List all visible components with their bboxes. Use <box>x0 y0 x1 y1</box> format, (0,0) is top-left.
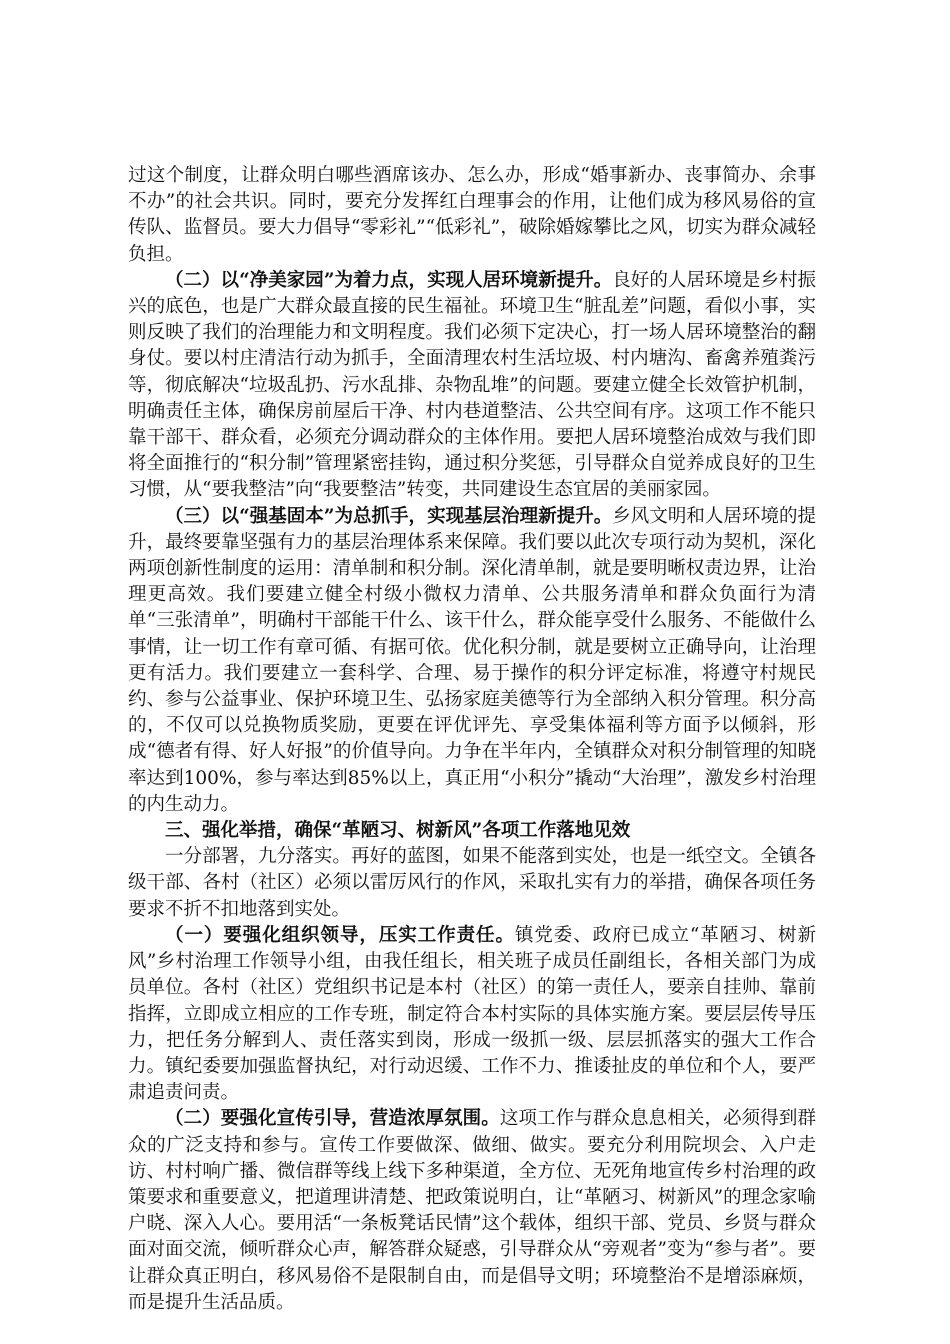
paragraph-organization-leadership <box>128 923 816 1106</box>
paragraph-clean-homes <box>128 268 816 504</box>
paragraph-text: 这项工作与群众息息相关，必须得到群众的广泛支持和参与。宣传工作要做深、做细、做实。要充分利用院坝会、入户走访、村村响广播、微信群等线上线下多种渠道，全方位、无死角地宣传乡村治理的政策要求和重要意义，把道理讲清楚、把政策说明白，让“革陋习、树新风”的理念家喻户晓、深入人心。要用活“一条板凳话民情”这个载体，组织干部、党员、乡贤与群众面对面交流，倾听群众心声，解答群众疑惑，引导群众从“旁观者”变为“参与者”。要让群众真正明白，移风易俗不是限制自由，而是倡导文明；环境整治不是增添麻烦，而是提升生活品质。 <box>128 1108 816 1313</box>
paragraph-text: 镇党委、政府已成立“革陋习、树新风”乡村治理工作领导小组，由我任组长，相关班子成员任副组长，各相关部门为成员单位。各村（社区）党组织书记是本村（社区）的第一责任人，要亲自挂帅、靠前指挥，立即成立相应的工作专班，制定符合本村实际的具体实施方案。要层层传导压力，把任务分解到人、责任落实到岗，形成一级抓一级、层层抓落实的强大工作合力。镇纪委要加强监督执纪，对行动迟缓、工作不力、推诿扯皮的单位和个人，要严肃追责问责。 <box>128 924 816 1104</box>
paragraph-text: 乡风文明和人居环境的提升，最终要靠坚强有力的基层治理体系来保障。我们要以此次专项行动为契机，深化两项创新性制度的运用：清单制和积分制。深化清单制，就是要明晰权责边界，让治理更高效。我们要建立健全村级小微权力清单、公共服务清单和群众负面行为清单“三张清单”，明确村干部能干什么、该干什么，群众能享受什么服务、不能做什么事情，让一切工作有章可循、有据可依。优化积分制，就是要树立正确导向，让治理更有活力。我们要建立一套科学、合理、易于操作的积分评定标准，将遵守村规民约、参与公益事业、保护环境卫生、弘扬家庭美德等行为全部纳入积分管理。积分高的，不仅可以兑换物质奖励，更要在评优评先、享受集体福利等方面予以倾斜，形成“德者有得、好人好报”的价值导向。力争在半年内，全镇群众对积分制管理的知晓率达到100%，参与率达到85%以上，真正用“小积分”撬动“大治理”，激发乡村治理的内生动力。 <box>128 505 816 815</box>
paragraph-lead: （二）要强化宣传引导，营造浓厚氛围。 <box>165 1108 500 1130</box>
paragraph-grassroots-governance <box>128 504 816 818</box>
section-heading-text: 三、强化举措，确保“革陋习、树新风”各项工作落地见效 <box>165 820 631 842</box>
paragraph-continuation <box>128 163 816 268</box>
paragraph-text: 过这个制度，让群众明白哪些酒席该办、怎么办，形成“婚事新办、丧事简办、余事不办”的社会共识。同时，要充分发挥红白理事会的作用，让他们成为移风易俗的宣传队、监督员。要大力倡导“零彩礼”“低彩礼”，破除婚嫁攀比之风，切实为群众减轻负担。 <box>128 165 816 265</box>
paragraph-lead: （二）以“净美家园”为着力点，实现人居环境新提升。 <box>165 269 613 291</box>
section-heading <box>128 818 816 844</box>
paragraph-text: 一分部署，九分落实。再好的蓝图，如果不能落到实处，也是一纸空文。全镇各级干部、各村（社区）必须以雷厉风行的作风，采取扎实有力的举措，确保各项任务要求不折不扣地落到实处。 <box>128 846 816 920</box>
paragraph-implementation <box>128 844 816 923</box>
paragraph-text: 良好的人居环境是乡村振兴的底色，也是广大群众最直接的民生福祉。环境卫生“脏乱差”问题，看似小事，实则反映了我们的治理能力和文明程度。我们必须下定决心，打一场人居环境整治的翻身仗。要以村庄清洁行动为抓手，全面清理农村生活垃圾、村内塘沟、畜禽养殖粪污等，彻底解决“垃圾乱扔、污水乱排、杂物乱堆”的问题。要建立健全长效管护机制，明确责任主体，确保房前屋后干净、村内巷道整洁、公共空间有序。这项工作不能只靠干部干、群众看，必须充分调动群众的主体作用。要把人居环境整治成效与我们即将全面推行的“积分制”管理紧密挂钩，通过积分奖惩，引导群众自觉养成良好的卫生习惯，从“要我整洁”向“我要整洁”转变，共同建设生态宜居的美丽家园。 <box>128 269 816 501</box>
paragraph-lead: （三）以“强基固本”为总抓手，实现基层治理新提升。 <box>165 505 613 527</box>
paragraph-publicity-guidance <box>128 1106 816 1316</box>
document-page <box>128 163 816 1316</box>
paragraph-lead: （一）要强化组织领导，压实工作责任。 <box>165 924 515 946</box>
